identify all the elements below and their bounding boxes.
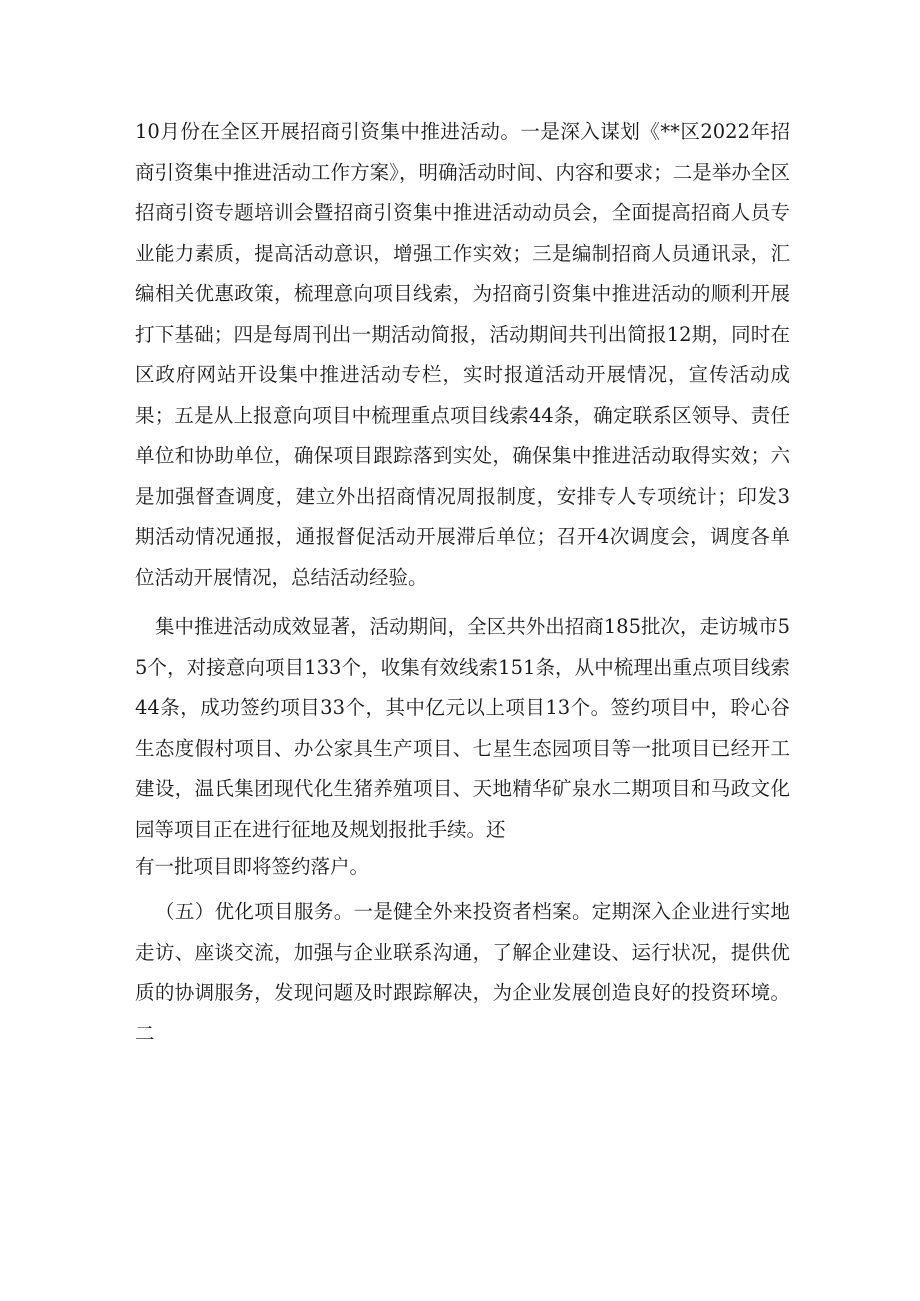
paragraph-optimize-project-service: （五）优化项目服务。一是健全外来投资者档案。定期深入企业进行实地走访、座谈交流，加强与企业联系沟通，了解企业建设、运行状况，提供优质的协调服务，发现问题及时跟踪解决，为企业发展创造良好的投资环境。二 bbox=[135, 900, 790, 1045]
paragraph-activity-results: 集中推进活动成效显著，活动期间，全区共外出招商185批次，走访城市55个，对接意向项目133个，收集有效线索151条，从中梳理出重点项目线索44条，成功签约项目33个，其中亿元以上项目13个。签约项目中，聆心谷生态度假村项目、办公家具生产项目、七星生态园项目等一批项目已经开工建设，温氏集团现代化生猪养殖项目、天地精华矿泉水二期项目和马政文化园等项目正在进行征地及规划报批手续。还 bbox=[135, 615, 790, 841]
document-body bbox=[135, 112, 790, 1054]
paragraph-activity-measures: 10月份在全区开展招商引资集中推进活动。一是深入谋划《**区2022年招商引资集中推进活动工作方案》，明确活动时间、内容和要求；二是举办全区招商引资专题培训会暨招商引资集中推进活动动员会，全面提高招商人员专业能力素质，提高活动意识，增强工作实效；三是编制招商人员通讯录，汇编相关优惠政策，梳理意向项目线索，为招商引资集中推进活动的顺利开展打下基础；四是每周刊出一期活动简报，活动期间共刊出简报12期，同时在区政府网站开设集中推进活动专栏，实时报道活动开展情况，宣传活动成果；五是从上报意向项目中梳理重点项目线索44条，确定联系区领导、责任单位和协助单位，确保项目跟踪落到实处，确保集中推进活动取得实效；六是加强督查调度，建立外出招商情况周报制度，安排专人专项统计；印发3期活动情况通报，通报督促活动开展滞后单位；召开4次调度会，调度各单位活动开展情况，总结活动经验。 bbox=[135, 120, 790, 589]
paragraph-activity-results-continued: 有一批项目即将签约落户。 bbox=[135, 855, 370, 878]
